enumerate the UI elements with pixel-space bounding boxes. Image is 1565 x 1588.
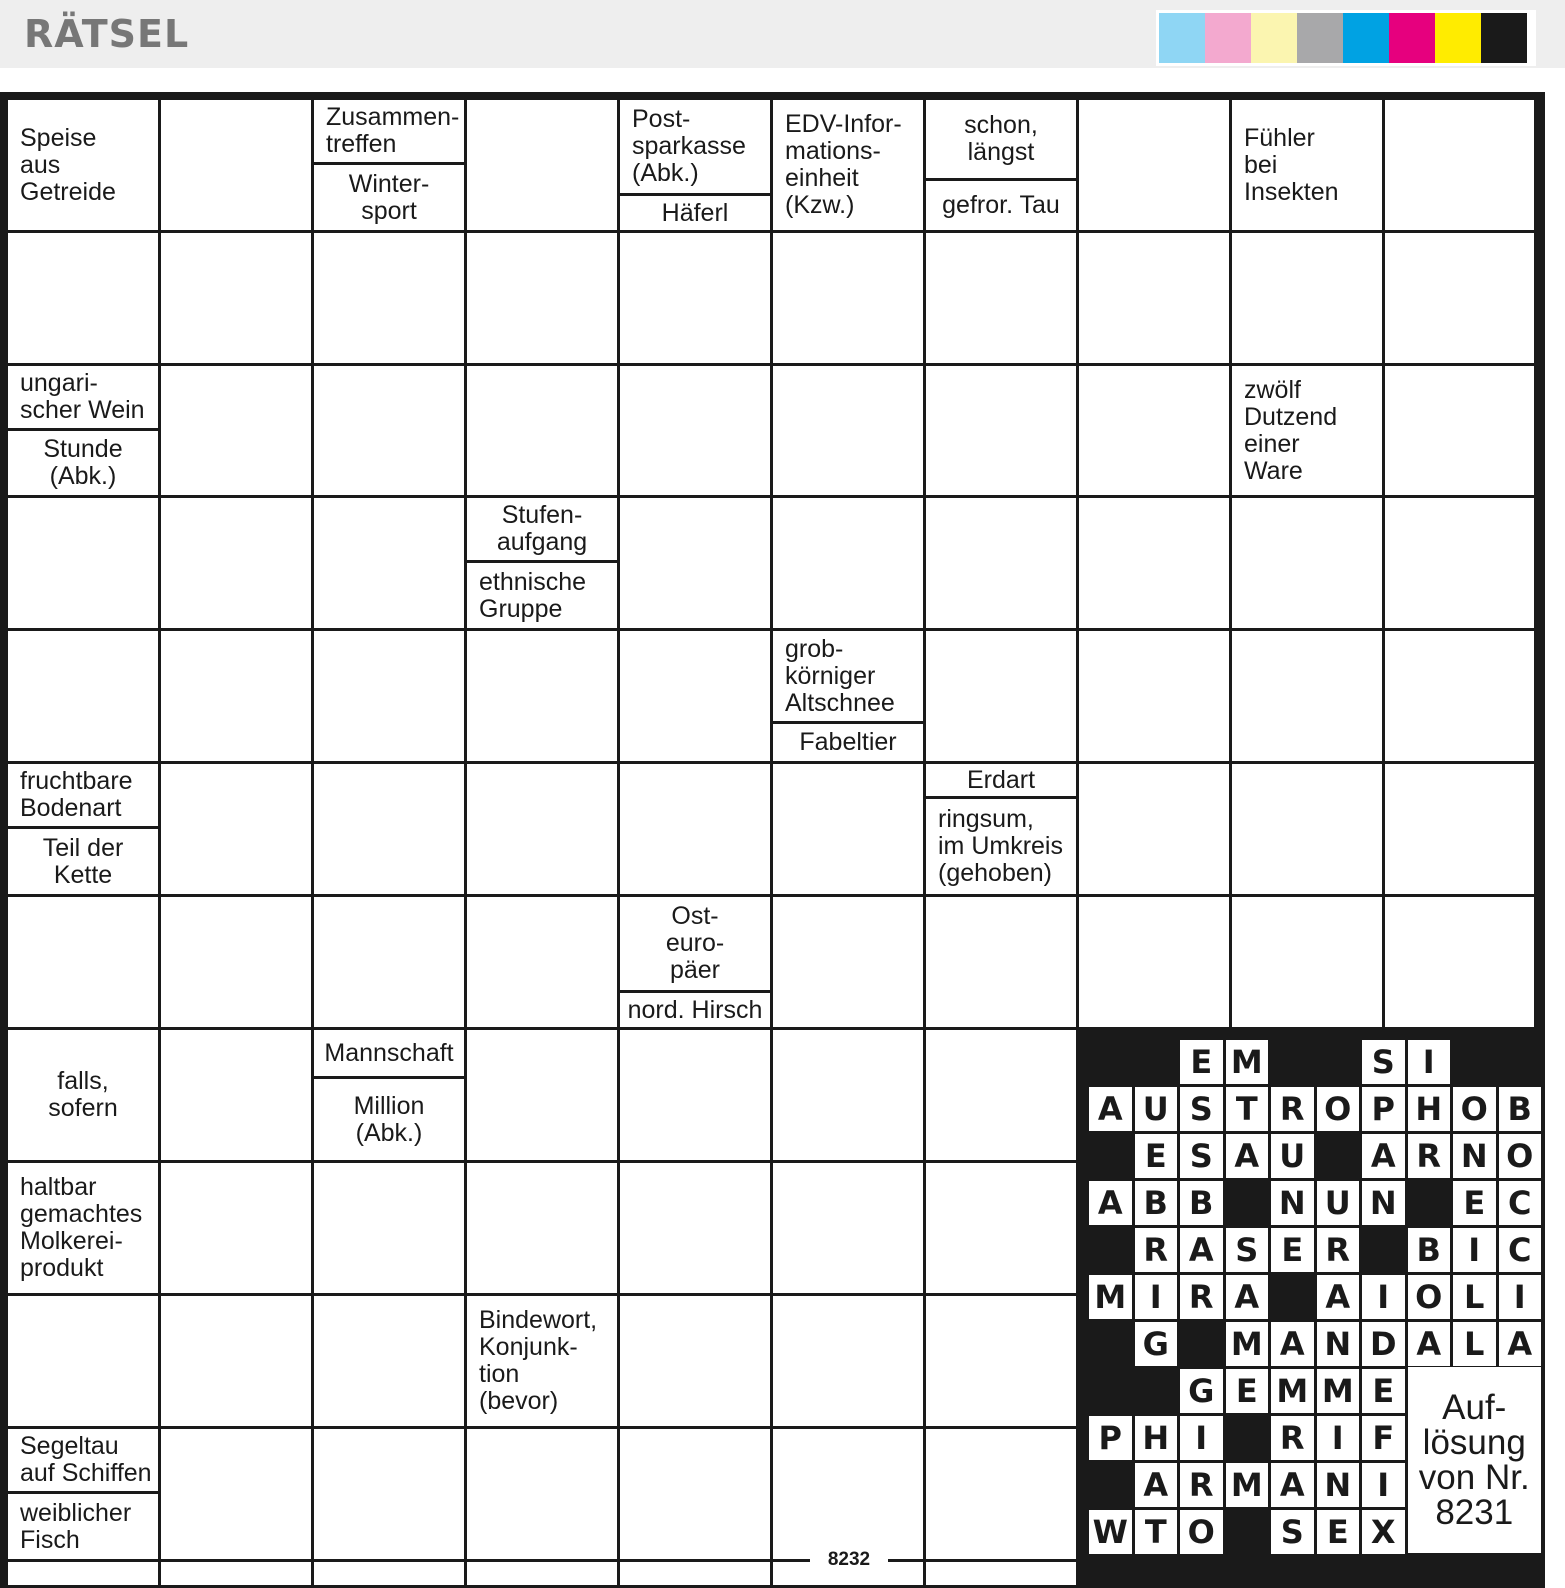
clue-weiblicher-fisch: weiblicher Fisch xyxy=(8,1494,158,1559)
solution-letter: H xyxy=(1408,1087,1451,1131)
answer-cell[interactable] xyxy=(8,631,158,761)
answer-cell[interactable] xyxy=(1079,897,1229,1027)
answer-cell[interactable] xyxy=(773,1429,923,1559)
color-swatch xyxy=(1205,13,1251,63)
answer-cell[interactable] xyxy=(620,498,770,628)
solution-letter: B xyxy=(1499,1087,1542,1131)
answer-cell[interactable] xyxy=(161,1030,311,1160)
answer-cell[interactable] xyxy=(926,233,1076,363)
answer-cell[interactable] xyxy=(773,1296,923,1426)
answer-cell[interactable] xyxy=(314,631,464,761)
clue-teil-der-kette: Teil der Kette xyxy=(8,829,158,894)
solution-letter: O xyxy=(1453,1087,1496,1131)
clue-schon-laengst: schon, längst xyxy=(926,100,1076,178)
solution-letter: U xyxy=(1317,1181,1360,1225)
clue-mannschaft: Mannschaft xyxy=(314,1030,464,1076)
solution-letter: S xyxy=(1180,1134,1223,1178)
answer-cell[interactable] xyxy=(8,1296,158,1426)
solution-letter: N xyxy=(1453,1134,1496,1178)
answer-cell[interactable] xyxy=(620,233,770,363)
solution-letter: I xyxy=(1499,1275,1542,1319)
answer-cell[interactable] xyxy=(1385,764,1534,894)
solution-letter: A xyxy=(1089,1087,1132,1131)
solution-letter: S xyxy=(1180,1087,1223,1131)
answer-cell[interactable] xyxy=(8,1562,158,1585)
solution-letter: R xyxy=(1408,1134,1451,1178)
answer-cell[interactable] xyxy=(773,897,923,1027)
answer-cell[interactable] xyxy=(1385,631,1534,761)
clue-fuehler-bei-insekten: Fühler bei Insekten xyxy=(1232,100,1382,230)
answer-cell[interactable] xyxy=(467,233,617,363)
solution-letter: L xyxy=(1453,1322,1496,1366)
answer-cell[interactable] xyxy=(467,1030,617,1160)
solution-letter: A xyxy=(1089,1181,1132,1225)
answer-cell[interactable] xyxy=(1232,631,1382,761)
clue-gefror-tau: gefror. Tau xyxy=(926,181,1076,230)
solution-letter: P xyxy=(1362,1087,1405,1131)
answer-cell[interactable] xyxy=(773,366,923,495)
print-color-bar xyxy=(1156,10,1536,66)
solution-letter: X xyxy=(1362,1510,1405,1554)
clue-wintersport: Winter- sport xyxy=(314,165,464,230)
solution-letter: N xyxy=(1317,1463,1360,1507)
solution-letter: U xyxy=(1271,1134,1314,1178)
answer-cell[interactable] xyxy=(161,1296,311,1426)
answer-cell[interactable] xyxy=(773,1030,923,1160)
answer-cell[interactable] xyxy=(467,366,617,495)
answer-cell[interactable] xyxy=(314,764,464,894)
answer-cell[interactable] xyxy=(620,631,770,761)
solution-letter: E xyxy=(1180,1040,1223,1084)
answer-cell[interactable] xyxy=(161,1562,311,1585)
answer-cell[interactable] xyxy=(1232,764,1382,894)
solution-letter: M xyxy=(1317,1369,1360,1413)
solution-letter: A xyxy=(1362,1134,1405,1178)
solution-letter: S xyxy=(1226,1228,1269,1272)
answer-cell[interactable] xyxy=(467,1429,617,1559)
solution-letter: P xyxy=(1089,1416,1132,1460)
answer-cell[interactable] xyxy=(1385,498,1534,628)
solution-letter: A xyxy=(1226,1275,1269,1319)
answer-cell[interactable] xyxy=(161,764,311,894)
color-swatch xyxy=(1481,13,1527,63)
solution-letter: G xyxy=(1180,1369,1223,1413)
answer-cell[interactable] xyxy=(8,498,158,628)
solution-letter: G xyxy=(1135,1322,1178,1366)
answer-cell[interactable] xyxy=(773,498,923,628)
clue-erdart: Erdart xyxy=(926,764,1076,796)
section-title: RÄTSEL xyxy=(24,12,190,56)
solution-letter: A xyxy=(1271,1322,1314,1366)
clue-segeltau: Segeltau auf Schiffen xyxy=(8,1429,158,1491)
answer-cell[interactable] xyxy=(773,233,923,363)
solution-letter: B xyxy=(1135,1181,1178,1225)
answer-cell[interactable] xyxy=(161,1429,311,1559)
solution-letter: F xyxy=(1362,1416,1405,1460)
answer-cell[interactable] xyxy=(8,233,158,363)
clue-ringsum: ringsum, im Umkreis (gehoben) xyxy=(926,799,1076,894)
answer-cell[interactable] xyxy=(467,897,617,1027)
solution-letter: N xyxy=(1317,1322,1360,1366)
solution-letter: I xyxy=(1317,1416,1360,1460)
answer-cell[interactable] xyxy=(1385,366,1534,495)
color-swatch xyxy=(1435,13,1481,63)
answer-cell[interactable] xyxy=(161,233,311,363)
clue-ethnische-gruppe: ethnische Gruppe xyxy=(467,563,617,628)
solution-letter: H xyxy=(1135,1416,1178,1460)
answer-cell[interactable] xyxy=(1079,100,1229,230)
solution-caption xyxy=(1408,1367,1542,1553)
solution-letter: W xyxy=(1089,1510,1132,1554)
clue-fruchtbare-bodenart: fruchtbare Bodenart xyxy=(8,764,158,826)
answer-cell[interactable] xyxy=(8,897,158,1027)
solution-letter: I xyxy=(1135,1275,1178,1319)
solution-letter: O xyxy=(1180,1510,1223,1554)
color-swatch xyxy=(1297,13,1343,63)
solution-letter: E xyxy=(1362,1369,1405,1413)
clue-zusammentreffen: Zusammen- treffen xyxy=(314,100,464,162)
answer-cell[interactable] xyxy=(314,897,464,1027)
solution-letter: R xyxy=(1135,1228,1178,1272)
solution-letter: S xyxy=(1362,1040,1405,1084)
answer-cell[interactable] xyxy=(620,764,770,894)
solution-caption-line: von Nr. xyxy=(1418,1458,1530,1497)
clue-stunde-abk: Stunde (Abk.) xyxy=(8,431,158,495)
clue-speise-aus-getreide: Speise aus Getreide xyxy=(8,100,158,230)
answer-cell[interactable] xyxy=(161,897,311,1027)
answer-cell[interactable] xyxy=(161,1163,311,1293)
clue-million-abk: Million (Abk.) xyxy=(314,1079,464,1160)
answer-cell[interactable] xyxy=(1232,498,1382,628)
solution-caption-line: 8231 xyxy=(1435,1493,1514,1532)
answer-cell[interactable] xyxy=(1079,233,1229,363)
solution-letter: E xyxy=(1135,1134,1178,1178)
solution-letter: R xyxy=(1317,1228,1360,1272)
answer-cell[interactable] xyxy=(1232,233,1382,363)
answer-cell[interactable] xyxy=(467,764,617,894)
answer-cell[interactable] xyxy=(467,100,617,230)
answer-cell[interactable] xyxy=(926,897,1076,1027)
clue-nord-hirsch: nord. Hirsch xyxy=(620,993,770,1027)
solution-letter: E xyxy=(1317,1510,1360,1554)
solution-letter: R xyxy=(1180,1275,1223,1319)
solution-letter: S xyxy=(1271,1510,1314,1554)
solution-letter: D xyxy=(1362,1322,1405,1366)
answer-cell[interactable] xyxy=(926,1429,1076,1559)
answer-cell[interactable] xyxy=(467,1562,617,1585)
solution-letter: T xyxy=(1135,1510,1178,1554)
clue-haltbar-molkereiprodukt: haltbar gemachtes Molkerei- produkt xyxy=(8,1163,158,1293)
clue-ungarischer-wein: ungari- scher Wein xyxy=(8,366,158,428)
answer-cell[interactable] xyxy=(620,1429,770,1559)
solution-letter: L xyxy=(1453,1275,1496,1319)
solution-letter: M xyxy=(1226,1040,1269,1084)
solution-letter: I xyxy=(1180,1416,1223,1460)
answer-cell[interactable] xyxy=(926,631,1076,761)
color-swatch xyxy=(1389,13,1435,63)
solution-letter: I xyxy=(1362,1275,1405,1319)
answer-cell[interactable] xyxy=(314,1163,464,1293)
answer-cell[interactable] xyxy=(620,1163,770,1293)
answer-cell[interactable] xyxy=(773,1163,923,1293)
solution-letter: A xyxy=(1226,1134,1269,1178)
answer-cell[interactable] xyxy=(926,1030,1076,1160)
answer-cell[interactable] xyxy=(1232,897,1382,1027)
answer-cell[interactable] xyxy=(314,233,464,363)
answer-cell[interactable] xyxy=(314,1429,464,1559)
solution-letter: R xyxy=(1271,1416,1314,1460)
answer-cell[interactable] xyxy=(620,1296,770,1426)
solution-letter: A xyxy=(1408,1322,1451,1366)
answer-cell[interactable] xyxy=(1385,100,1534,230)
answer-cell[interactable] xyxy=(926,1296,1076,1426)
clue-falls-sofern: falls, sofern xyxy=(8,1030,158,1160)
solution-letter: A xyxy=(1180,1228,1223,1272)
clue-bindewort: Bindewort, Konjunk- tion (bevor) xyxy=(467,1296,617,1426)
answer-cell[interactable] xyxy=(161,100,311,230)
answer-cell[interactable] xyxy=(620,1030,770,1160)
answer-cell[interactable] xyxy=(1385,897,1534,1027)
solution-letter: A xyxy=(1271,1463,1314,1507)
issue-number: 8232 xyxy=(810,1548,888,1570)
clue-postsparkasse: Post- sparkasse (Abk.) xyxy=(620,100,770,193)
solution-caption-line: lösung xyxy=(1422,1423,1526,1462)
solution-letter: A xyxy=(1317,1275,1360,1319)
answer-cell[interactable] xyxy=(926,498,1076,628)
solution-letter: R xyxy=(1180,1463,1223,1507)
solution-grid xyxy=(1079,1030,1534,1588)
solution-letter: E xyxy=(1226,1369,1269,1413)
solution-caption-line: Auf- xyxy=(1442,1388,1507,1427)
solution-letter: E xyxy=(1453,1181,1496,1225)
solution-letter: O xyxy=(1499,1134,1542,1178)
answer-cell[interactable] xyxy=(1079,366,1229,495)
solution-letter: M xyxy=(1089,1275,1132,1319)
color-swatch xyxy=(1343,13,1389,63)
answer-cell[interactable] xyxy=(773,764,923,894)
solution-letter: I xyxy=(1453,1228,1496,1272)
answer-cell[interactable] xyxy=(314,1562,464,1585)
clue-grobkoerniger-altschnee: grob- körniger Altschnee xyxy=(773,631,923,721)
solution-letter: I xyxy=(1362,1463,1405,1507)
solution-letter: O xyxy=(1317,1087,1360,1131)
answer-cell[interactable] xyxy=(1079,631,1229,761)
clue-edv-informationseinheit: EDV-Infor- mations- einheit (Kzw.) xyxy=(773,100,923,230)
solution-letter: B xyxy=(1180,1181,1223,1225)
answer-cell[interactable] xyxy=(467,1163,617,1293)
answer-cell[interactable] xyxy=(161,631,311,761)
solution-letter: O xyxy=(1408,1275,1451,1319)
solution-letter: M xyxy=(1226,1322,1269,1366)
solution-letter: I xyxy=(1408,1040,1451,1084)
color-swatch xyxy=(1251,13,1297,63)
answer-cell[interactable] xyxy=(314,366,464,495)
solution-letter: B xyxy=(1408,1228,1451,1272)
color-swatch xyxy=(1159,13,1205,63)
answer-cell[interactable] xyxy=(314,498,464,628)
answer-cell[interactable] xyxy=(926,1562,1076,1585)
answer-cell[interactable] xyxy=(1385,233,1534,363)
answer-cell[interactable] xyxy=(620,366,770,495)
crossword-grid xyxy=(0,92,1545,1588)
clue-zwoelf-dutzend: zwölf Dutzend einer Ware xyxy=(1232,366,1382,495)
answer-cell[interactable] xyxy=(620,1562,770,1585)
solution-letter: M xyxy=(1271,1369,1314,1413)
answer-cell[interactable] xyxy=(161,366,311,495)
solution-letter: A xyxy=(1499,1322,1542,1366)
solution-letter: N xyxy=(1271,1181,1314,1225)
solution-letter: A xyxy=(1135,1463,1178,1507)
solution-letter: T xyxy=(1226,1087,1269,1131)
clue-fabeltier: Fabeltier xyxy=(773,724,923,761)
solution-letter: M xyxy=(1226,1463,1269,1507)
answer-cell[interactable] xyxy=(1079,498,1229,628)
answer-cell[interactable] xyxy=(161,498,311,628)
solution-letter: U xyxy=(1135,1087,1178,1131)
solution-letter: N xyxy=(1362,1181,1405,1225)
clue-stufenaufgang: Stufen- aufgang xyxy=(467,498,617,560)
page-header xyxy=(0,0,1565,68)
solution-letter: E xyxy=(1271,1228,1314,1272)
answer-cell[interactable] xyxy=(926,1163,1076,1293)
answer-cell[interactable] xyxy=(467,631,617,761)
solution-letter: C xyxy=(1499,1228,1542,1272)
answer-cell[interactable] xyxy=(314,1296,464,1426)
answer-cell[interactable] xyxy=(926,366,1076,495)
answer-cell[interactable] xyxy=(1079,764,1229,894)
solution-letter: C xyxy=(1499,1181,1542,1225)
solution-letter: R xyxy=(1271,1087,1314,1131)
clue-haeferl: Häferl xyxy=(620,196,770,230)
clue-osteuropaeer: Ost- euro- päer xyxy=(620,897,770,990)
